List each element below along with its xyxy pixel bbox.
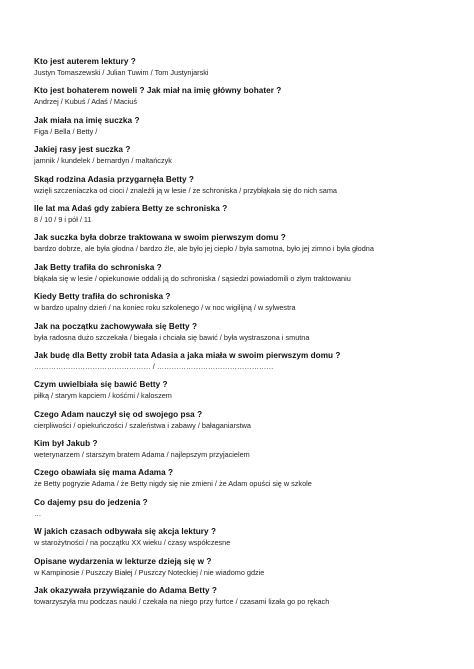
question: Skąd rodzina Adasia przygarnęła Betty ? — [34, 174, 194, 184]
answer-options: bardzo dobrze, ale była głodna / bardzo źle, ale było jej ciepło / była samotna, było jej zimno i była głodna — [34, 244, 374, 254]
question: Kto jest bohaterem noweli ? Jak miał na imię główny bohater ? — [34, 86, 282, 96]
quiz-item-13 — [34, 409, 454, 431]
answer-options: błąkała się w lesie / opiekunowie oddali ją do schroniska / sąsiedzi powiadomili o złym traktowaniu — [34, 273, 351, 283]
question: Jak budę dla Betty zrobił tata Adasia a jaka miała w swoim pierwszym domu ? — [34, 350, 341, 360]
question: W jakich czasach odbywała się akcja lektury ? — [34, 527, 217, 537]
question: Jak miała na imię suczka ? — [34, 115, 140, 125]
question: Jak okazywała przywiązanie do Adama Betty ? — [34, 586, 217, 596]
quiz-item-3 — [34, 115, 454, 137]
question: Jak na początku zachowywała się Betty ? — [34, 321, 198, 331]
question: Jak suczka była dobrze traktowana w swoim pierwszym domu ? — [34, 233, 286, 243]
answer-options: Andrzej / Kubuś / Adaś / Maciuś — [34, 97, 138, 107]
answer-options: weterynarzem / starszym bratem Adama / najlepszym przyjacielem — [34, 450, 250, 460]
question: Kim był Jakub ? — [34, 439, 98, 449]
answer-blank: … — [34, 508, 42, 518]
answer-options: była radosna dużo szczekała / biegała i chciała się bawić / była wystraszona i smutna — [34, 332, 310, 342]
answer-options: że Betty pogryzie Adama / że Betty nigdy się nie zmieni / że Adam opuści się w szkole — [34, 479, 312, 489]
quiz-item-11 — [34, 350, 454, 372]
answer-options: 8 / 10 / 9 i pół / 11 — [34, 214, 92, 224]
quiz-item-8 — [34, 262, 454, 284]
quiz-list — [34, 56, 454, 607]
answer-options: wzięli szczeniaczka od cioci / znaleźli ją w lesie / ze schroniska / przybłąkała się do nich sama — [34, 185, 337, 195]
answer-options: jamnik / kundelek / bernardyn / maltańczyk — [34, 156, 172, 166]
quiz-item-2 — [34, 85, 454, 107]
quiz-item-6 — [34, 203, 454, 225]
question: Jakiej rasy jest suczka ? — [34, 145, 131, 155]
answer-options: piłką / starym kapciem / kośćmi / kaloszem — [34, 391, 172, 401]
answer-options: w starożytności / na początku XX wieku / czasy współczesne — [34, 538, 231, 548]
answer-options: Figa / Bella / Betty / — [34, 126, 98, 136]
quiz-item-7 — [34, 232, 454, 254]
quiz-item-17 — [34, 526, 454, 548]
quiz-item-5 — [34, 174, 454, 196]
quiz-item-9 — [34, 291, 454, 313]
question: Czego obawiała się mama Adama ? — [34, 468, 174, 478]
quiz-item-19 — [34, 585, 454, 607]
quiz-item-14 — [34, 438, 454, 460]
question: Ile lat ma Adaś gdy zabiera Betty ze schroniska ? — [34, 203, 228, 213]
question: Kto jest auterem lektury ? — [34, 57, 136, 66]
answer-options: Justyn Tomaszewski / Julian Tuwim / Tom Justynjarski — [34, 68, 209, 77]
quiz-item-15 — [34, 467, 454, 489]
answer-options: towarzyszyła mu podczas nauki / czekała na niego przy furtce / czasami lizała go po rękach — [34, 597, 330, 607]
quiz-item-18 — [34, 556, 454, 578]
answer-blanks: ………………………………………… / ………………………………………… — [34, 361, 274, 371]
answer-options: w Kampinosie / Puszczy Białej / Puszczy Noteckiej / nie wiadomo gdzie — [34, 567, 265, 577]
quiz-item-16 — [34, 497, 454, 519]
question: Co dajemy psu do jedzenia ? — [34, 497, 148, 507]
question: Czym uwielbiała się bawić Betty ? — [34, 380, 168, 390]
quiz-item-1 — [34, 56, 454, 78]
question: Jak Betty trafiła do schroniska ? — [34, 262, 162, 272]
quiz-item-10 — [34, 321, 454, 343]
question: Opisane wydarzenia w lekturze dzieją się w ? — [34, 556, 212, 566]
answer-options: cierpliwości / opiekuńczości / szaleństwa i zabawy / bałaganiarstwa — [34, 420, 251, 430]
answer-options: w bardzo upalny dzień / na koniec roku szkolenego / w noc wigilijną / w sylwestra — [34, 303, 296, 313]
quiz-item-12 — [34, 379, 454, 401]
quiz-item-4 — [34, 144, 454, 166]
question: Czego Adam nauczył się od swojego psa ? — [34, 409, 203, 419]
question: Kiedy Betty trafiła do schroniska ? — [34, 292, 171, 302]
